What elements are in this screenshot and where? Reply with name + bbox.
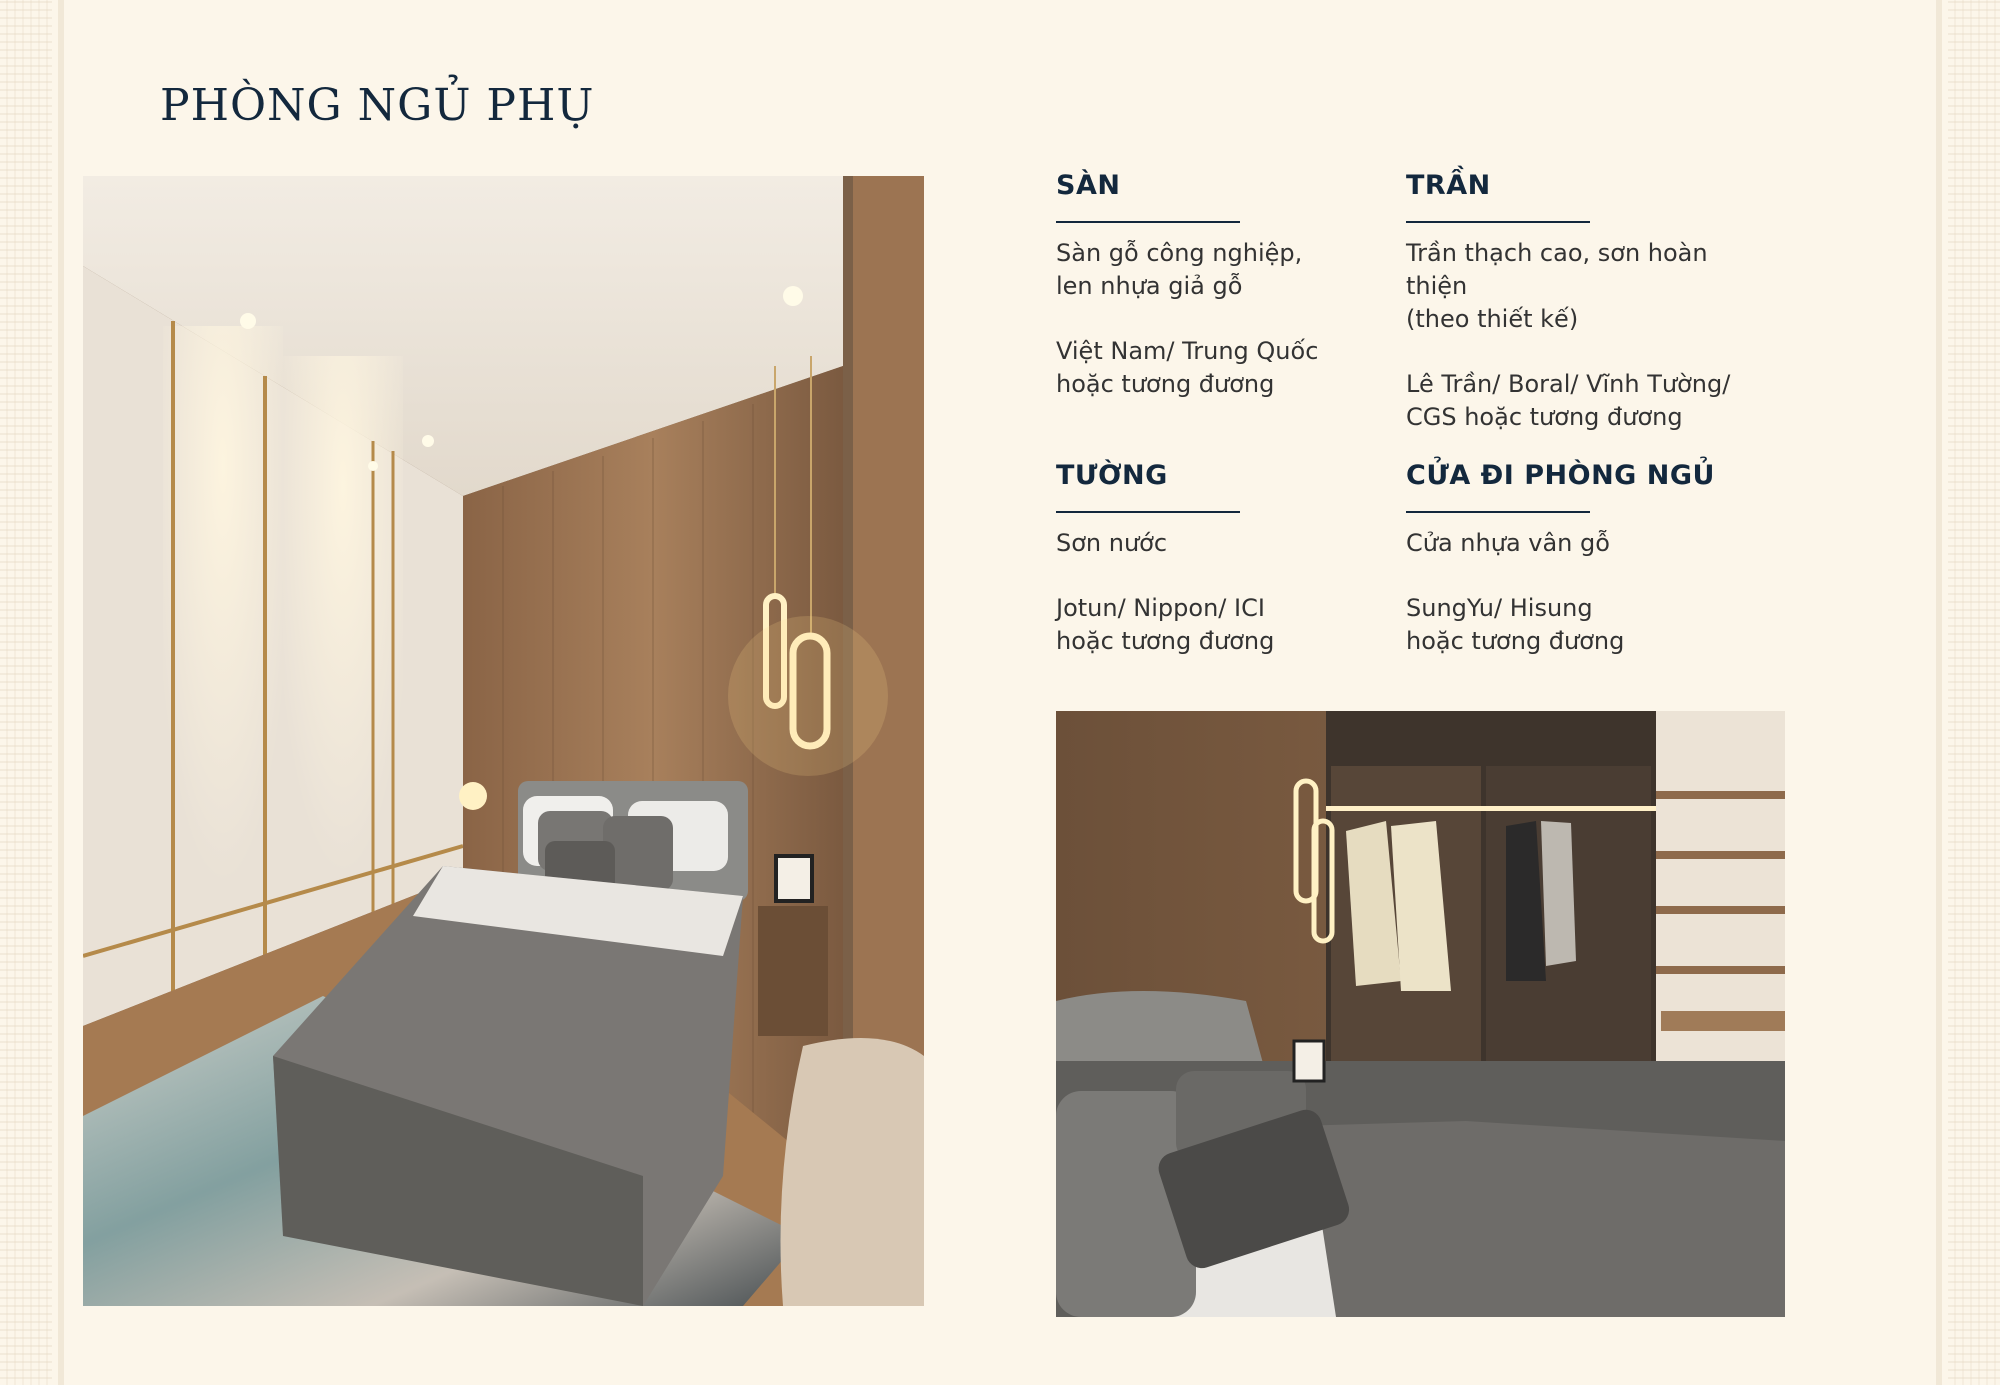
- decorative-border-left-line: [58, 0, 64, 1385]
- spec-floor-heading: SÀN: [1056, 170, 1121, 201]
- spec-wall-heading: TƯỜNG: [1056, 460, 1168, 491]
- spec-floor-material: Sàn gỗ công nghiệp, len nhựa giả gỗ: [1056, 239, 1303, 300]
- spec-floor-brands: Việt Nam/ Trung Quốc hoặc tương đương: [1056, 337, 1319, 398]
- page-title: PHÒNG NGỦ PHỤ: [160, 80, 595, 131]
- spec-floor: [1056, 170, 1386, 401]
- bedroom-photo-main: [83, 176, 924, 1306]
- bedroom-photo-wardrobe: [1056, 711, 1785, 1317]
- spec-ceiling-divider: [1406, 221, 1590, 223]
- spec-wall-divider: [1056, 511, 1240, 513]
- spec-wall: [1056, 460, 1386, 658]
- decorative-border-left: [0, 0, 52, 1385]
- spec-wall-brands: Jotun/ Nippon/ ICI hoặc tương đương: [1056, 594, 1275, 655]
- spec-ceiling-material: Trần thạch cao, sơn hoàn thiện (theo thiết kế): [1406, 239, 1708, 333]
- spec-floor-divider: [1056, 221, 1240, 223]
- decorative-border-right: [1948, 0, 2000, 1385]
- spec-door-brands: SungYu/ Hisung hoặc tương đương: [1406, 594, 1625, 655]
- spec-door-material: Cửa nhựa vân gỗ: [1406, 529, 1610, 557]
- spec-ceiling-heading: TRẦN: [1406, 170, 1491, 201]
- decorative-border-right-line: [1936, 0, 1942, 1385]
- wardrobe-illustration: [1056, 711, 1785, 1317]
- spec-wall-material: Sơn nước: [1056, 529, 1168, 557]
- spec-ceiling-brands: Lê Trần/ Boral/ Vĩnh Tường/ CGS hoặc tương đương: [1406, 370, 1731, 431]
- spec-bedroom-door: [1406, 460, 1736, 658]
- spec-ceiling: [1406, 170, 1736, 434]
- spec-door-heading: CỬA ĐI PHÒNG NGỦ: [1406, 460, 1715, 491]
- spec-door-divider: [1406, 511, 1590, 513]
- bedroom-illustration: [83, 176, 924, 1306]
